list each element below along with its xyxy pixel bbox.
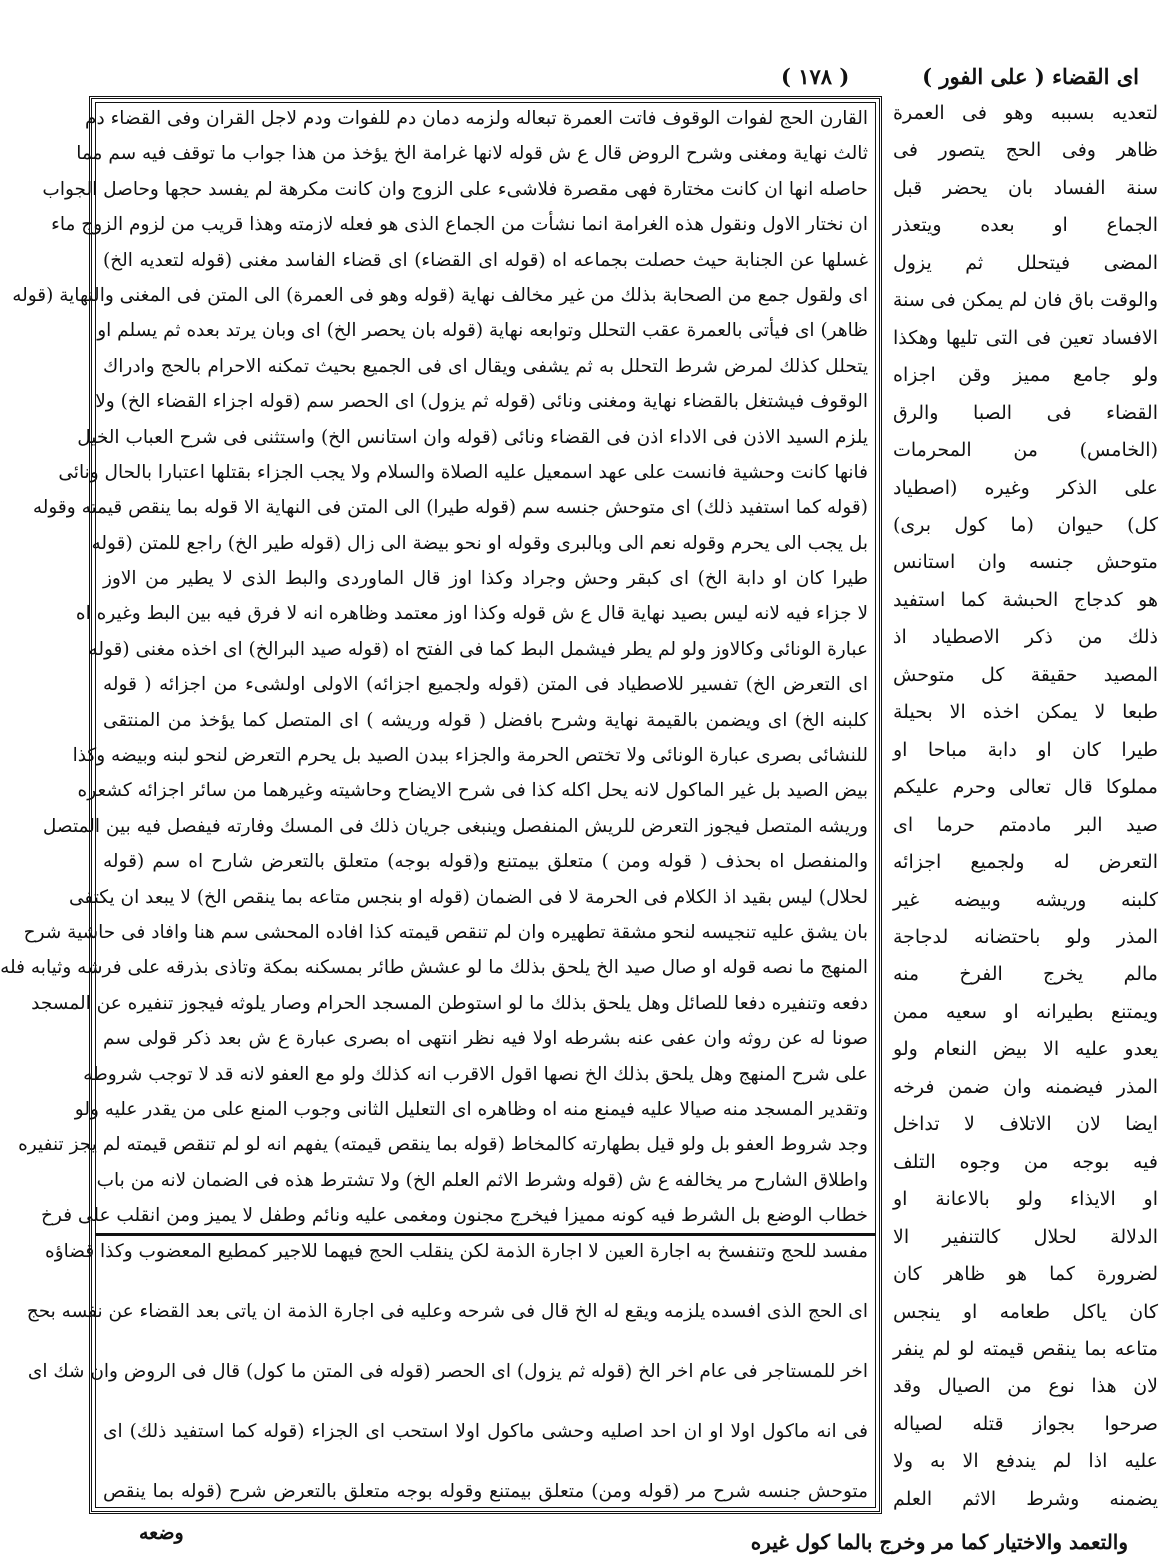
matn-line: لضرورة كما هو ظاهر كان: [893, 1263, 1158, 1286]
page-header: [91, 64, 1151, 94]
commentary-line: بيض الصيد بل غير الماكول لانه يحل اكله كذا فى شرح الايضاح وحاشيته وغيرهما من سائر اجزائه كشعره: [77, 780, 868, 802]
matn-line: لتعديه بسببه وهو فى العمرة: [893, 102, 1158, 124]
footnote-line: مفسد للحج وتنفسخ به اجارة العين لا اجارة الذمة لكن ينقلب الحج فيهما للاجير كمطيع المعضوب وكذا قضاؤه: [45, 1241, 868, 1262]
matn-side-text: [893, 104, 1158, 1509]
matn-line: على الذكر وغيره (اصطياد: [893, 476, 1158, 499]
matn-line: او الايذاء ولو بالاعانة او: [893, 1188, 1158, 1211]
matn-line: لان هذا نوع من الصيال وقد: [893, 1375, 1158, 1398]
commentary-line: وجد شروط العفو بل ولو قيل بطهارته كالمخاط (قوله بما ينقص قيمته) يفهم انه لو لم تنقص قيمته لم يجز تنفيره: [18, 1134, 868, 1156]
footnote-line: اخر للمستاجر فى عام اخر الخ (قوله ثم يزول) اى الحصر (قوله فى المتن ما كول) قال فى الروض وان شك اى: [27, 1360, 868, 1382]
matn-line: الجماع او بعده ويتعذر: [893, 214, 1158, 237]
matn-line: الافساد تعين فى التى تليها وهكذا: [893, 326, 1158, 349]
matn-line: ذلك من ذكر الاصطياد اذ: [893, 626, 1158, 649]
commentary-line: بل يجب الى يحرم وقوله نعم الى وبالبرى وقوله او نحو بيضة الى زال (قوله طير الخ) راجع للمتن (قوله: [91, 532, 868, 554]
catchword: وضعه: [139, 1522, 184, 1544]
matn-line: مملوكا قال تعالى وحرم عليكم: [893, 776, 1158, 799]
matn-line: متوحش جنسه وان استانس: [893, 551, 1158, 574]
commentary-line: المنهج ما نصه قوله او صال صيد الخ يلحق بذلك ما لو عشش طائر بمسكنه بمكة وتاذى بذرقه على فرشه وثيابه فله: [0, 957, 868, 979]
commentary-line: صونا له عن روثه وان عفى عنه بشرطه اولا فيه نظر انتهى اه بصرى عبارة ع ش بعد ذكر قولى سم: [103, 1028, 868, 1050]
commentary-line: طيرا كان او دابة الخ) اى كبقر وحش وجراد وكذا اوز قال الماوردى والبط الذى لا يطير من الاوز: [103, 568, 868, 590]
footnote-line: اى الحج الذى افسده يلزمه ويقع له الخ قال فى شرحه وعليه فى اجارة الذمة ان ياتى بعد القضاء عن نفسه بحج: [26, 1300, 868, 1322]
commentary-line: ان نختار الاول ونقول هذه الغرامة انما نشأت من الجماع الذى هو فعله لازمته وهذا قريب من لزوم الزوج ماء: [51, 214, 868, 236]
page-number: ( ١٧٨ ): [781, 64, 850, 89]
commentary-line: للنشائى بصرى عبارة الونائى ولا تختص الحرمة والجزاء ببدن الصيد بل يحرم التعرض لنحو لبنه وبيضه وكذا: [72, 745, 868, 767]
footnote-divider: [95, 1233, 876, 1236]
commentary-line: حاصله انها ان كانت مختارة فهى مقصرة فلاشىء على الزوج وان كانت مكرهة لم يفسد حجها وحاصل الجواب: [42, 178, 868, 200]
commentary-line: والمنفصل اه بحذف ( قوله ومن ) متعلق بيمتنع و(قوله بوجه) متعلق بالتعرض شارح اه سم (قوله: [103, 851, 868, 873]
matn-line: المذر ولو باحتضانه لدجاجة: [893, 925, 1158, 948]
commentary-line: اى التعرض الخ) تفسير للاصطياد فى المتن (قوله ولجميع اجزائه) الاولى اولشىء من اجزائه ( قوله: [103, 674, 868, 696]
matn-line: المضى فيتحلل ثم يزول: [893, 251, 1158, 274]
commentary-line: على شرح المنهج وهل يلحق بذلك الخ نصها اقول الاقرب انه كذلك ولو مع العفو لانه قد لا توجب شروطه: [83, 1063, 868, 1085]
commentary-main-text: [0, 108, 868, 1227]
commentary-line: بان يشق عليه تنجيسه لنحو مشقة تطهيره وان لم تنقص قيمته كذا افاده المحشى سم هنا وافاد فى حاشية شرح: [23, 921, 868, 943]
matn-line: كان ياكل طعامه او ينجس: [893, 1300, 1158, 1323]
commentary-line: يتحلل كذلك لمرض شرط التحلل به ثم يشفى ويقال اى فى الجميع بحيث تمكنه الاحرام بالحج وادراك: [103, 355, 868, 377]
matn-line: طبعا لا يمكن اخذه الا بحيلة: [893, 701, 1158, 724]
matn-line: مالم يخرج الفرخ منه: [893, 963, 1158, 986]
matn-line: كل) حيوان (ما كول برى): [893, 513, 1158, 536]
matn-line: طيرا كان او دابة مباحا او: [893, 738, 1158, 761]
commentary-line: واطلاق الشارح مر يخالفه ع ش (قوله وشرط الاثم العلم الخ) ولا تشترط هذه فى الضمان لانه من باب: [96, 1169, 868, 1191]
matn-line: صرحوا بجواز قتله لصياله: [893, 1412, 1158, 1435]
matn-line: سنة الفساد بان يحضر قبل: [893, 176, 1158, 199]
matn-line: الدلالة لحلال كالتنفير الا: [893, 1225, 1158, 1248]
matn-line: كلبنه وريشه وبيضه غير: [893, 888, 1158, 911]
matn-line: (الخامس) من المحرمات: [893, 439, 1158, 462]
commentary-line: عبارة الونائى وكالاوز ولو لم يطر فيشمل البط كما فى الفتح اه (قوله صيد البرالخ) اى اخذه مغنى (قوله: [88, 638, 868, 660]
matn-line: والوقت باق فان لم يمكن فى سنة: [892, 289, 1158, 312]
commentary-line: لا جزاء فيه لانه ليس بصيد نهاية قال ع ش قوله وكذا اوز معتمد وظاهره انه لا فرق فيه بين البط وغيره اه: [75, 603, 868, 625]
matn-continuation-line: والتعمد والاختيار كما مر وخرج بالما كول غيره: [750, 1530, 1128, 1554]
commentary-line: اى ولقول جمع من الصحابة بذلك من غير مخالف نهاية (قوله وهو فى العمرة) الى المتن فى المغنى والنهاية (قوله: [12, 284, 868, 306]
matn-line: عليه اذا لم يندفع الا به ولا: [893, 1450, 1158, 1473]
matn-line: ويمتنع بطيرانه او سعيه ممن: [893, 1000, 1158, 1023]
running-title: اى القضاء ( على الفور ): [922, 64, 1139, 89]
commentary-line: خطاب الوضع بل الشرط فيه كونه مميزا فيخرج مجنون ومغمى عليه ونائم وطفل لا يميز ومن انقلب على فرخ: [41, 1205, 868, 1227]
commentary-line: وريشه المتصل فيجوز التعرض للريش المنفصل وينبغى جريان ذلك فى المسك وفارته فيفصل فيه بين المتصل: [42, 815, 868, 837]
matn-line: المصيد حقيقة كل متوحش: [893, 663, 1158, 686]
commentary-line: وتقدير المسجد منه صيالا عليه فيمنع منه اه وظاهره اى التعليل الثانى وجوب المنع على من يقدر عليه ولو: [74, 1098, 868, 1120]
footnote-line: فى انه ماكول اولا او ان احد اصليه وحشى ماكول اولا استحب اى الجزاء (قوله كما استفيد ذلك) اى: [103, 1420, 868, 1442]
matn-line: يضمنه وشرط الاثم العلم: [893, 1487, 1158, 1510]
footnote-line: متوحش جنسه شرح مر (قوله ومن) متعلق بيمتنع وقوله بوجه متعلق بالتعرض شرح (قوله بما ينقص: [103, 1480, 868, 1502]
matn-line: ولو جامع مميز وقن اجزاه: [893, 364, 1158, 387]
commentary-line: فانها كانت وحشية فانست على عهد اسمعيل عليه الصلاة والسلام ولا يجب الجزاء بقتلها اعتبارا بالحال ونائى: [58, 461, 868, 483]
commentary-line: لحلال) ليس بقيد اذ الكلام فى الحرمة لا فى الضمان (قوله او بنجس متاعه بما ينقص الخ) لا يبعد ان يكتفى: [68, 886, 868, 908]
commentary-line: دفعه وتنفيره دفعا للصائل وهل يلحق بذلك ما لو استوطن المسجد الحرام وصار يلوثه فيجوز تنفيره عن المسجد: [31, 992, 868, 1014]
matn-line: يعدو عليه الا بيض النعام ولو: [893, 1038, 1158, 1061]
matn-line: التعرض له ولجميع اجزائه: [893, 851, 1158, 874]
matn-line: متاعه بما ينقص قيمته لو لم ينفر: [893, 1337, 1158, 1360]
footnote-text: [26, 1241, 868, 1502]
commentary-line: غسلها عن الجنابة حيث حصلت بجماعه اه (قوله اى القضاء) اى قضاء الفاسد مغنى (قوله لتعديه الخ): [103, 249, 868, 271]
commentary-line: القارن الحج لفوات الوقوف فاتت العمرة تبعاله ولزمه دمان دم للفوات ودم لاجل القران وفى القضاء دم: [85, 108, 868, 129]
commentary-line: يلزم السيد الاذن فى الاداء اذن فى القضاء ونائى (قوله وان استانس الخ) واستثنى فى شرح العباب الخيل: [77, 426, 868, 448]
commentary-line: ثالث نهاية ومغنى وشرح الروض قال ع ش قوله لانها غرامة الخ يؤخذ من هذا جواب ما توقف فيه سم مما: [76, 143, 868, 165]
matn-line: هو كدجاج الحبشة كما استفيد: [893, 588, 1158, 611]
commentary-line: (قوله كما استفيد ذلك) اى متوحش جنسه سم (قوله طيرا) الى المتن فى النهاية الا قوله بما ينقص قيمته وقوله: [32, 497, 868, 519]
commentary-line: ظاهر) اى فيأتى بالعمرة عقب التحلل وتوابعه نهاية (قوله بان يحصر الخ) اى وبان يرتد بعده ثم يسلم او: [97, 320, 868, 342]
matn-line: صيد البر مادمتم حرما اى: [893, 813, 1158, 836]
matn-line: ظاهر وفى الحج يتصور فى: [893, 139, 1158, 162]
matn-line: فيه بوجه من وجوه التلف: [893, 1150, 1158, 1173]
commentary-line: كلبنه الخ) اى ويضمن بالقيمة نهاية وشرح بافضل ( قوله وريشه ) اى المتصل كما يؤخذ من المنتقى: [103, 709, 868, 731]
commentary-line: الوقوف فيشتغل بالقضاء نهاية ومغنى ونائى (قوله ثم يزول) اى الحصر سم (قوله اجزاء القضاء الخ) ولا: [95, 391, 868, 413]
matn-line: القضاء فى الصبا والرق: [893, 401, 1158, 424]
matn-line: ايضا لان الاتلاف لا تداخل: [893, 1113, 1158, 1136]
matn-line: المذر فيضمنه وان ضمن فرخه: [893, 1075, 1158, 1098]
